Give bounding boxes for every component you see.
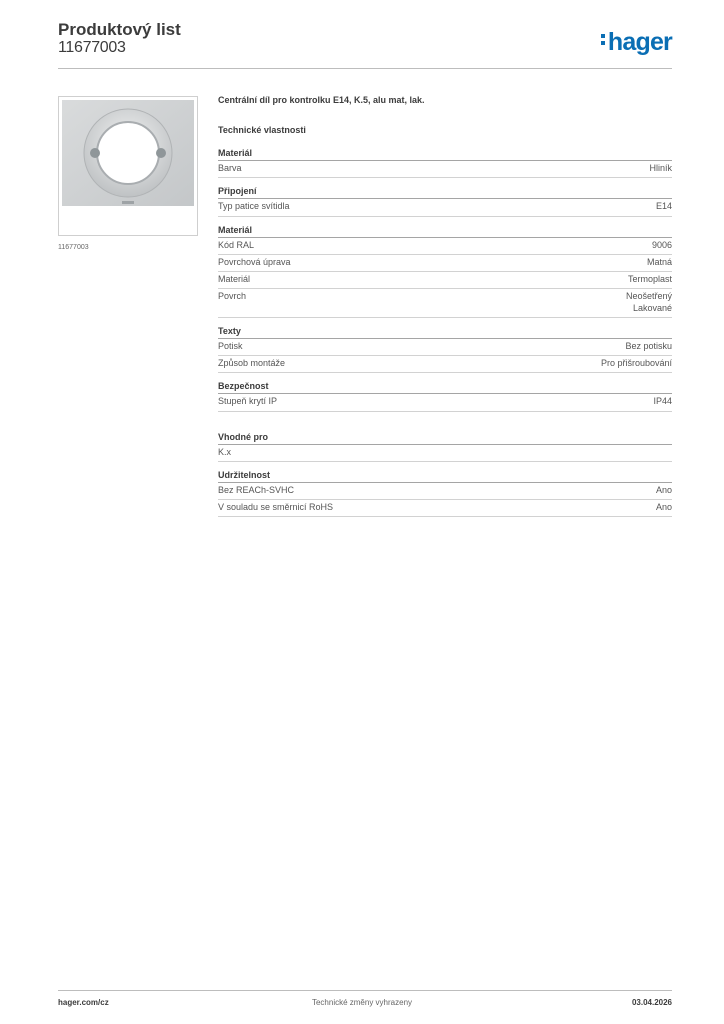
logo-dots-icon [601, 31, 606, 48]
spec-value [656, 485, 672, 496]
logo-text: hager [607, 28, 672, 56]
spec-value-line: Pro přišroubování [600, 358, 672, 368]
spec-row [218, 339, 672, 356]
spec-value [653, 396, 672, 407]
spec-row [218, 500, 672, 517]
spec-sections [218, 148, 672, 517]
spec-label: Povrchová úprava [218, 256, 291, 267]
spec-section [218, 326, 672, 374]
spec-label: Způsob montáže [218, 358, 286, 368]
specification-content [218, 95, 672, 525]
spec-label: Povrch [218, 291, 247, 302]
spec-section [218, 381, 672, 411]
spec-value-line: Hliník [649, 163, 672, 173]
spec-row [218, 445, 672, 462]
spec-label: Typ patice svítidla [218, 201, 290, 212]
spec-value-line: Neošetřený [625, 291, 672, 302]
spec-label: Barva [218, 163, 242, 173]
product-description: Centrální díl pro kontrolku E14, K.5, alu mat, lak. [218, 95, 425, 105]
spec-label: Bez REACh-SVHC [218, 484, 295, 495]
image-caption: 11677003 [58, 244, 89, 251]
spec-value-line: Bez potisku [625, 340, 672, 351]
product-image [58, 96, 198, 236]
spec-value [656, 201, 672, 212]
spec-value [652, 240, 672, 251]
spec-value [601, 358, 672, 369]
spec-label: V souladu se směrnicí RoHS [218, 502, 334, 512]
spec-row [218, 272, 672, 289]
section-heading: Připojení [218, 186, 672, 199]
spec-row [218, 238, 672, 255]
spec-label: Materiál [218, 274, 251, 284]
spec-section [218, 186, 672, 216]
spec-section [218, 225, 672, 318]
spec-section [218, 148, 672, 178]
hager-logo [601, 28, 672, 57]
spec-value [626, 291, 672, 314]
spec-label: K.x [218, 446, 232, 457]
spec-value [656, 502, 672, 513]
section-heading: Vhodné pro [218, 432, 672, 445]
footer-date: 03.04.2026 [631, 998, 672, 1007]
spec-row [218, 255, 672, 272]
spec-label: Stupeň krytí IP [218, 396, 278, 407]
spec-label: Kód RAL [218, 239, 255, 250]
spec-value-line: Termoplast [627, 274, 672, 284]
section-heading: Materiál [218, 148, 672, 161]
spec-value-line: E14 [655, 201, 672, 212]
spec-row [218, 199, 672, 216]
spec-value-line: Lakované [632, 302, 672, 313]
spec-value-line: Ano [655, 502, 672, 512]
spec-row [218, 356, 672, 373]
spec-row [218, 483, 672, 500]
section-heading: Bezpečnost [218, 381, 672, 394]
spec-value-line: Ano [655, 484, 672, 495]
page-title: Produktový list [58, 20, 181, 39]
section-heading: Texty [218, 326, 672, 339]
spec-value [649, 163, 672, 174]
spec-label: Potisk [218, 340, 243, 351]
spec-section [218, 432, 672, 462]
product-code: 11677003 [58, 39, 126, 56]
spec-value-line: IP44 [653, 396, 672, 407]
spec-row [218, 289, 672, 318]
product-photo-icon [59, 97, 197, 235]
spec-value [647, 257, 672, 268]
spec-value-line: Matná [646, 256, 672, 267]
spec-row [218, 161, 672, 178]
footer-website: hager.com/cz [58, 998, 109, 1007]
header-divider [58, 68, 672, 69]
spec-value [628, 274, 672, 285]
technical-properties-heading: Technické vlastnosti [218, 125, 306, 135]
spec-section [218, 470, 672, 518]
section-heading: Materiál [218, 225, 672, 238]
footer-notice: Technické změny vyhrazeny [311, 998, 413, 1007]
spec-row [218, 394, 672, 411]
section-heading: Udržitelnost [218, 470, 672, 483]
spec-value-line: 9006 [651, 239, 672, 250]
footer-divider [58, 990, 672, 991]
spec-value [625, 341, 672, 352]
